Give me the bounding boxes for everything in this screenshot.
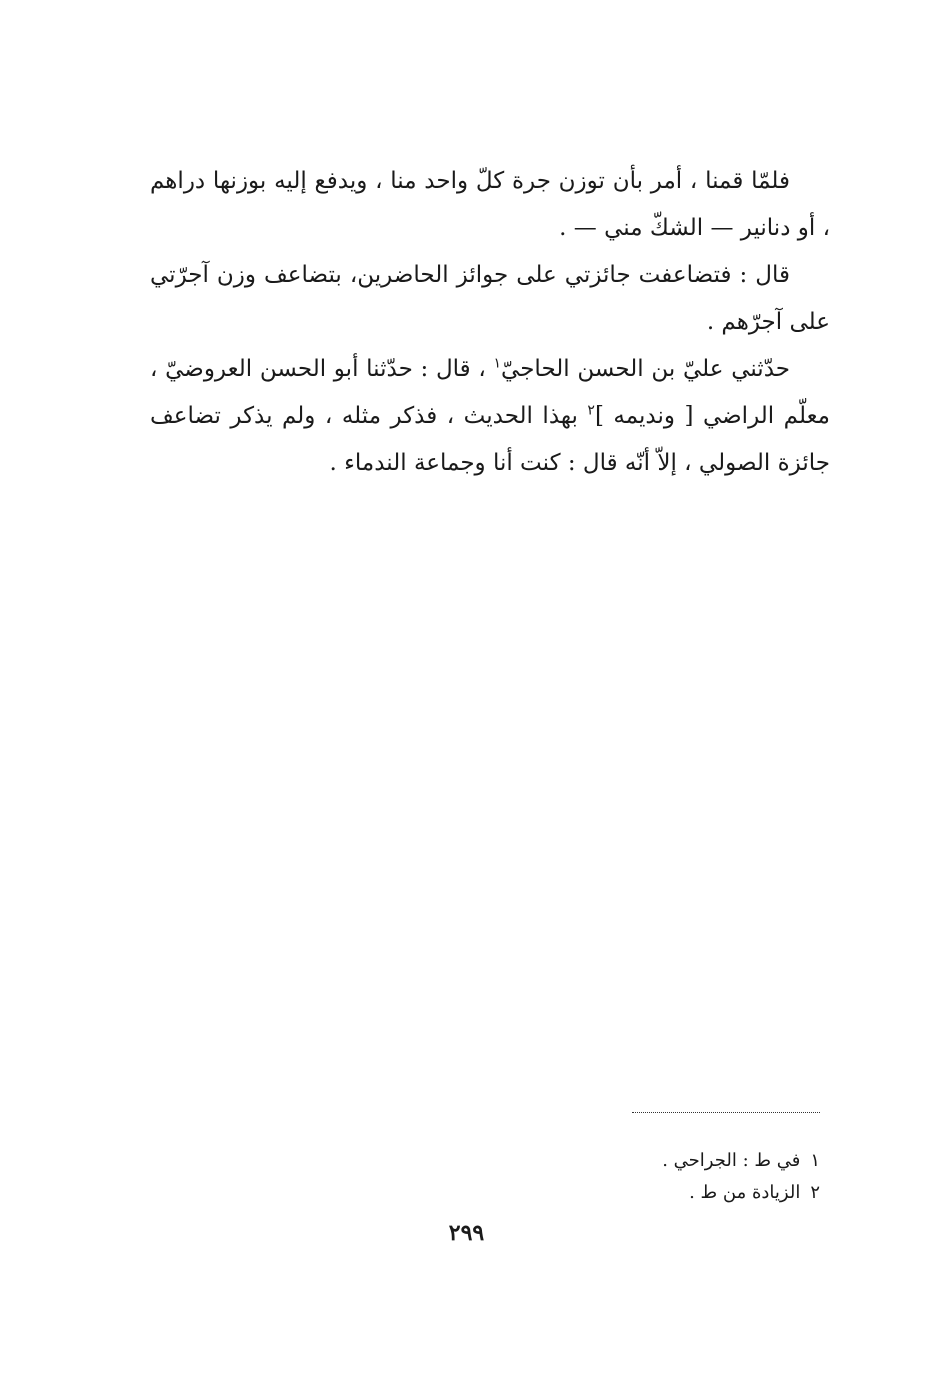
paragraph-3	[150, 346, 830, 487]
paragraph-1: فلمّا قمنا ، أمر بأن توزن جرة كلّ واحد منا ، ويدفع إليه بوزنها دراهم ، أو دنانير — الشكّ مني — .	[150, 168, 830, 241]
footnote-2	[460, 1177, 820, 1209]
footnote-text: في ط : الجراحي .	[662, 1150, 801, 1171]
paragraph-3-part-b: ، قال : حدّثنا أبو الحسن العروضيّ ، معلّم الراضي [ ونديمه ]	[150, 356, 830, 429]
footnotes	[460, 1145, 820, 1209]
paragraph-2: قال : فتضاعفت جائزتي على جوائز الحاضرين، بتضاعف وزن آجرّتي على آجرّهم .	[150, 262, 830, 335]
footnote-number: ٢	[810, 1182, 820, 1203]
footnote-number: ١	[810, 1150, 820, 1171]
main-text	[150, 158, 830, 487]
footnote-text: الزيادة من ط .	[689, 1182, 801, 1203]
footnote-marker-2: ٢	[587, 402, 595, 419]
footnote-1	[460, 1145, 820, 1177]
paragraph-3-part-a: حدّثني عليّ بن الحسن الحاجيّ	[501, 356, 790, 382]
footnote-divider	[632, 1112, 820, 1113]
page-number: ٢٩٩	[448, 1220, 485, 1246]
paragraph-3-part-c: بهذا الحديث ، فذكر مثله ، ولم يذكر تضاعف جائزة الصولي ، إلاّ أنّه قال : كنت أنا وجماعة الندماء .	[150, 403, 830, 476]
footnote-marker-1: ١	[493, 355, 502, 372]
